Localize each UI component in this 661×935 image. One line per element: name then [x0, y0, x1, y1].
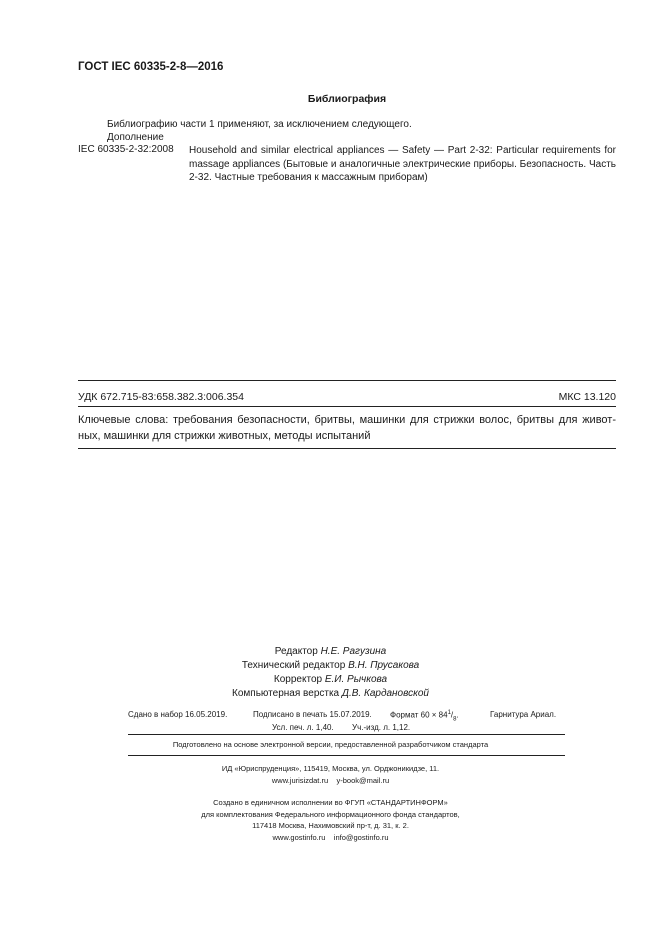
printer-address: 117418 Москва, Нахимовский пр-т, д. 31, к. 2.	[252, 821, 409, 830]
mks-code: МКС 13.120	[558, 391, 616, 403]
credit-editor	[0, 645, 661, 659]
divider-middle	[78, 406, 616, 407]
reference-text: Household and similar electrical appliances — Safety — Part 2-32: Particular requirements for massage appliances (Бытовые и аналогичные электрические приборы. Безопасность. Часть 2-32. Частные требования к массажным приборам)	[189, 145, 616, 183]
divider-bottom	[78, 448, 616, 449]
publisher-block	[0, 763, 661, 787]
print-format: Формат $60 \times 84^1/_8$.	[390, 710, 459, 723]
print-sent-date: Сдано в набор 16.05.2019.	[128, 710, 228, 719]
publisher-email: y-book@mail.ru	[336, 776, 390, 785]
credits-block	[0, 645, 661, 701]
intro-line: Библиографию части 1 применяют, за исключением следующего.	[107, 119, 412, 130]
publisher-web: www.jurisizdat.ru	[271, 776, 329, 785]
credit-role: Редактор	[274, 646, 318, 657]
credit-role: Компьютерная верстка	[232, 688, 340, 699]
print-sheets: Усл. печ. л. 1,40.	[272, 723, 334, 732]
format-numerator: 1	[447, 710, 451, 716]
keywords-text: Ключевые слова: требования безопасности, бритвы, машинки для стрижки волос, бритвы для живот-ных, машинки для стрижки животных, методы испытаний	[78, 414, 616, 442]
credit-tech-editor	[0, 659, 661, 673]
divider-print	[128, 734, 565, 735]
print-typeface: Гарнитура Ариал.	[490, 710, 557, 719]
bibliography-title: Библиография	[307, 93, 387, 105]
credit-role: Корректор	[273, 674, 323, 685]
printer-contacts	[0, 832, 661, 844]
reference-code: IEC 60335-2-32:2008	[78, 144, 174, 155]
addition-label: Дополнение	[107, 132, 164, 143]
divider-top	[78, 380, 616, 381]
udk-code: УДК 672.715-83:658.382.3:006.354	[78, 391, 244, 403]
printer-line: для комплектования Федерального информационного фонда стандартов,	[201, 809, 460, 819]
credit-person: Е.И. Рычкова	[324, 674, 388, 685]
prepared-note: Подготовлено на основе электронной версии, предоставленной разработчиком стандарта	[172, 740, 489, 749]
printer-web: www.gostinfo.ru	[272, 832, 326, 842]
bibliography-intro	[107, 118, 412, 144]
credit-person: Д.В. Кардановской	[341, 688, 429, 699]
printer-block	[0, 797, 661, 843]
format-label: Формат 60 × 84	[390, 710, 448, 720]
credit-layout	[0, 687, 661, 701]
divider-publisher	[128, 755, 565, 756]
format-denominator: 8	[453, 716, 457, 723]
credit-proofreader	[0, 673, 661, 687]
publisher-address: ИД «Юриспруденция», 115419, Москва, ул. Орджоникидзе, 11.	[221, 764, 440, 773]
document-code: ГОСТ IEC 60335-2-8—2016	[78, 61, 224, 73]
printer-email: info@gostinfo.ru	[333, 832, 389, 842]
credit-person: В.Н. Прусакова	[348, 660, 420, 671]
printer-line: Создано в единичном исполнении во ФГУП «СТАНДАРТИНФОРМ»	[213, 798, 448, 807]
credit-role: Технический редактор	[241, 660, 346, 671]
credit-person: Н.Е. Рагузина	[320, 646, 387, 657]
print-edition-sheets: Уч.-изд. л. 1,12.	[352, 723, 411, 732]
print-signed-date: Подписано в печать 15.07.2019.	[253, 710, 372, 719]
publisher-contacts	[0, 775, 661, 787]
